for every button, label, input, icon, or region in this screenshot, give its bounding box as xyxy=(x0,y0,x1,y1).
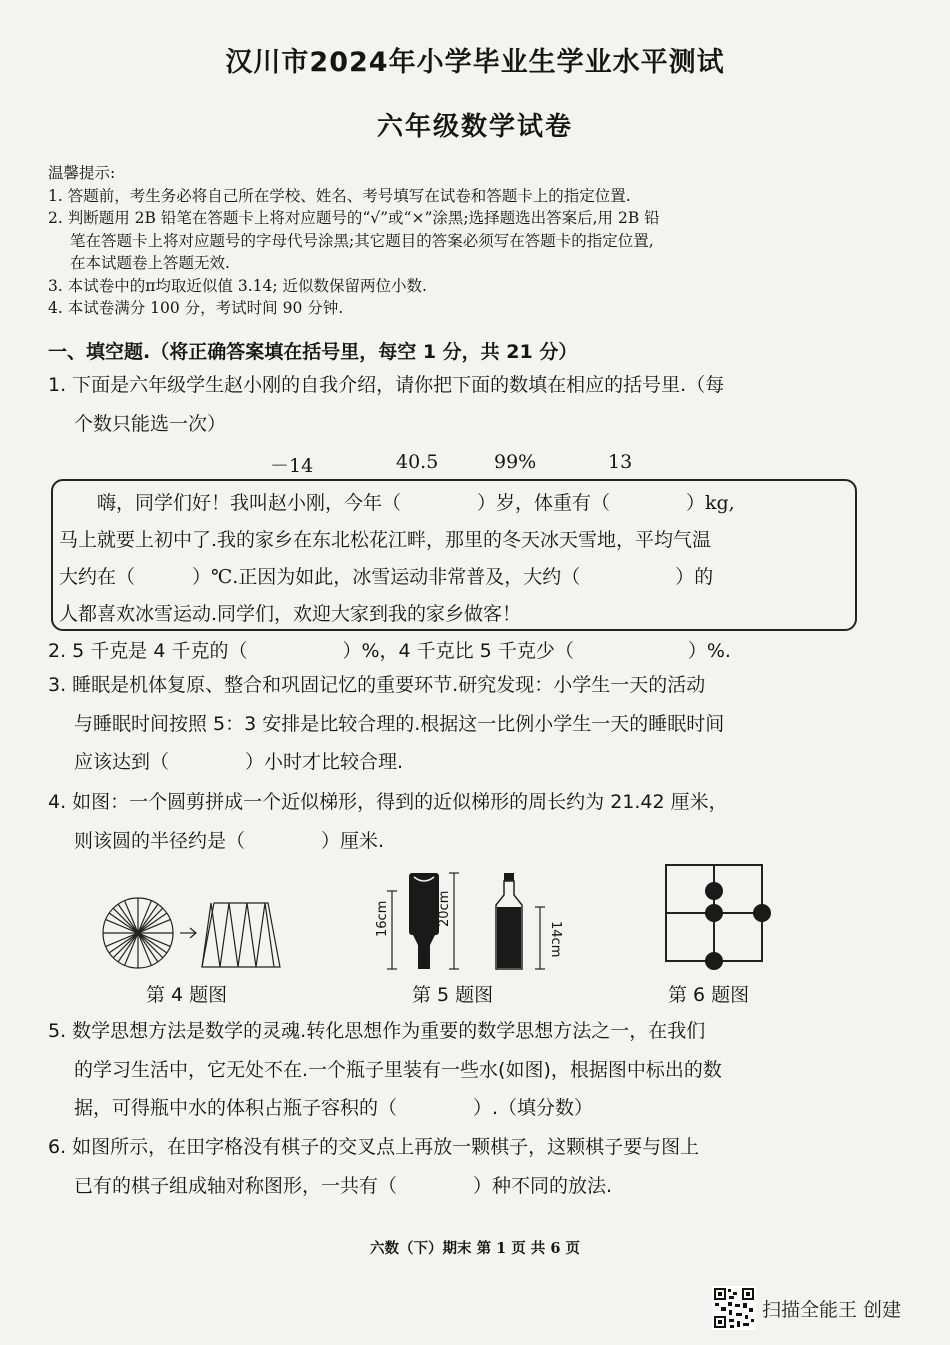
figure-4-caption: 第 4 题图 xyxy=(146,984,228,1006)
q5-line3: 据，可得瓶中水的体积占瓶子容积的（ ）.（填分数） xyxy=(74,1097,594,1119)
scanner-watermark xyxy=(712,1286,901,1330)
box-line2: 马上就要上初中了.我的家乡在东北松花江畔，那里的冬天冰天雪地，平均气温 xyxy=(59,529,712,551)
q1-number: 99% xyxy=(494,451,537,473)
self-intro-box xyxy=(51,479,857,631)
section-1-heading: 一、填空题.（将正确答案填在括号里，每空 1 分，共 21 分） xyxy=(48,341,578,363)
question-5 xyxy=(48,1012,868,1128)
question-1 xyxy=(48,366,868,443)
question-6 xyxy=(48,1128,868,1205)
figure-6-grid-chess xyxy=(660,860,775,975)
q1-line1: 1. 下面是六年级学生赵小刚的自我介绍，请你把下面的数填在相应的括号里.（每 xyxy=(48,374,725,396)
question-4 xyxy=(48,783,868,860)
question-2 xyxy=(48,632,868,671)
exam-subtitle: 六年级数学试卷 xyxy=(376,112,573,142)
q3-line1: 3. 睡眠是机体复原、整合和巩固记忆的重要环节.研究发现：小学生一天的活动 xyxy=(48,674,706,696)
q1-line2: 个数只能选一次） xyxy=(74,412,227,435)
tips-heading: 温馨提示: xyxy=(48,164,116,182)
chess-piece xyxy=(705,952,723,970)
box-line3: 大约在（ ）℃.正因为如此，冰雪运动非常普及，大约（ ）的 xyxy=(59,566,714,588)
qr-code-icon xyxy=(712,1286,756,1330)
tip-2b: 笔在答题卡上将对应题号的字母代号涂黑;其它题目的答案必须写在答题卡的指定位置, xyxy=(70,231,654,250)
figure-5-bottles xyxy=(370,865,563,980)
q4-line2: 则该圆的半径约是（ ）厘米. xyxy=(74,829,385,852)
q6-line2: 已有的棋子组成轴对称图形，一共有（ ）种不同的放法. xyxy=(74,1174,613,1197)
figure-4-circle-trapezoid xyxy=(100,895,290,975)
figure-5-caption: 第 5 题图 xyxy=(412,984,494,1006)
tips-block xyxy=(48,162,908,320)
page-footer: 六数（下）期末 第 1 页 共 6 页 xyxy=(370,1240,580,1257)
label-20cm: 20cm xyxy=(437,890,452,927)
tip-2c: 在本试题卷上答题无效. xyxy=(70,254,230,272)
q5-line1: 5. 数学思想方法是数学的灵魂.转化思想作为重要的数学思想方法之一，在我们 xyxy=(48,1020,706,1042)
q5-line2: 的学习生活中，它无处不在.一个瓶子里装有一些水(如图)，根据图中标出的数 xyxy=(74,1058,722,1081)
tip-1: 1. 答题前，考生务必将自己所在学校、姓名、考号填写在试卷和答题卡上的指定位置. xyxy=(48,186,631,205)
chess-piece xyxy=(753,904,771,922)
tip-3: 3. 本试卷中的π均取近似值 3.14; 近似数保留两位小数. xyxy=(48,276,427,295)
figure-6-caption: 第 6 题图 xyxy=(668,984,750,1006)
tip-4: 4. 本试卷满分 100 分，考试时间 90 分钟. xyxy=(48,299,344,317)
q3-line2: 与睡眠时间按照 5：3 安排是比较合理的.根据这一比例小学生一天的睡眠时间 xyxy=(74,712,725,735)
chess-piece xyxy=(705,904,723,922)
q6-line1: 6. 如图所示，在田字格没有棋子的交叉点上再放一颗棋子，这颗棋子要与图上 xyxy=(48,1136,700,1158)
exam-title: 汉川市2024年小学毕业生学业水平测试 xyxy=(225,47,725,78)
box-line1: 嗨，同学们好！我叫赵小刚，今年（ ）岁，体重有（ ）kg, xyxy=(59,492,735,514)
q2-line1: 2. 5 千克是 4 千克的（ ）%，4 千克比 5 千克少（ ）%. xyxy=(48,640,731,662)
question-3 xyxy=(48,666,868,782)
label-14cm: 14cm xyxy=(548,921,563,958)
watermark-text: 扫描全能王 创建 xyxy=(762,1298,902,1321)
label-16cm: 16cm xyxy=(375,900,390,937)
q1-number: －14 xyxy=(270,455,314,477)
q1-number: 40.5 xyxy=(396,451,439,473)
q3-line3: 应该达到（ ）小时才比较合理. xyxy=(74,751,404,773)
box-line4: 人都喜欢冰雪运动.同学们，欢迎大家到我的家乡做客！ xyxy=(59,603,522,625)
q1-number: 13 xyxy=(608,451,633,473)
chess-piece xyxy=(705,882,723,900)
q4-line1: 4. 如图：一个圆剪拼成一个近似梯形，得到的近似梯形的周长约为 21.42 厘米， xyxy=(48,791,728,813)
tip-2a: 2. 判断题用 2B 铅笔在答题卡上将对应题号的“√”或“×”涂黑;选择题选出答案后,用 2B 铅 xyxy=(48,209,660,227)
